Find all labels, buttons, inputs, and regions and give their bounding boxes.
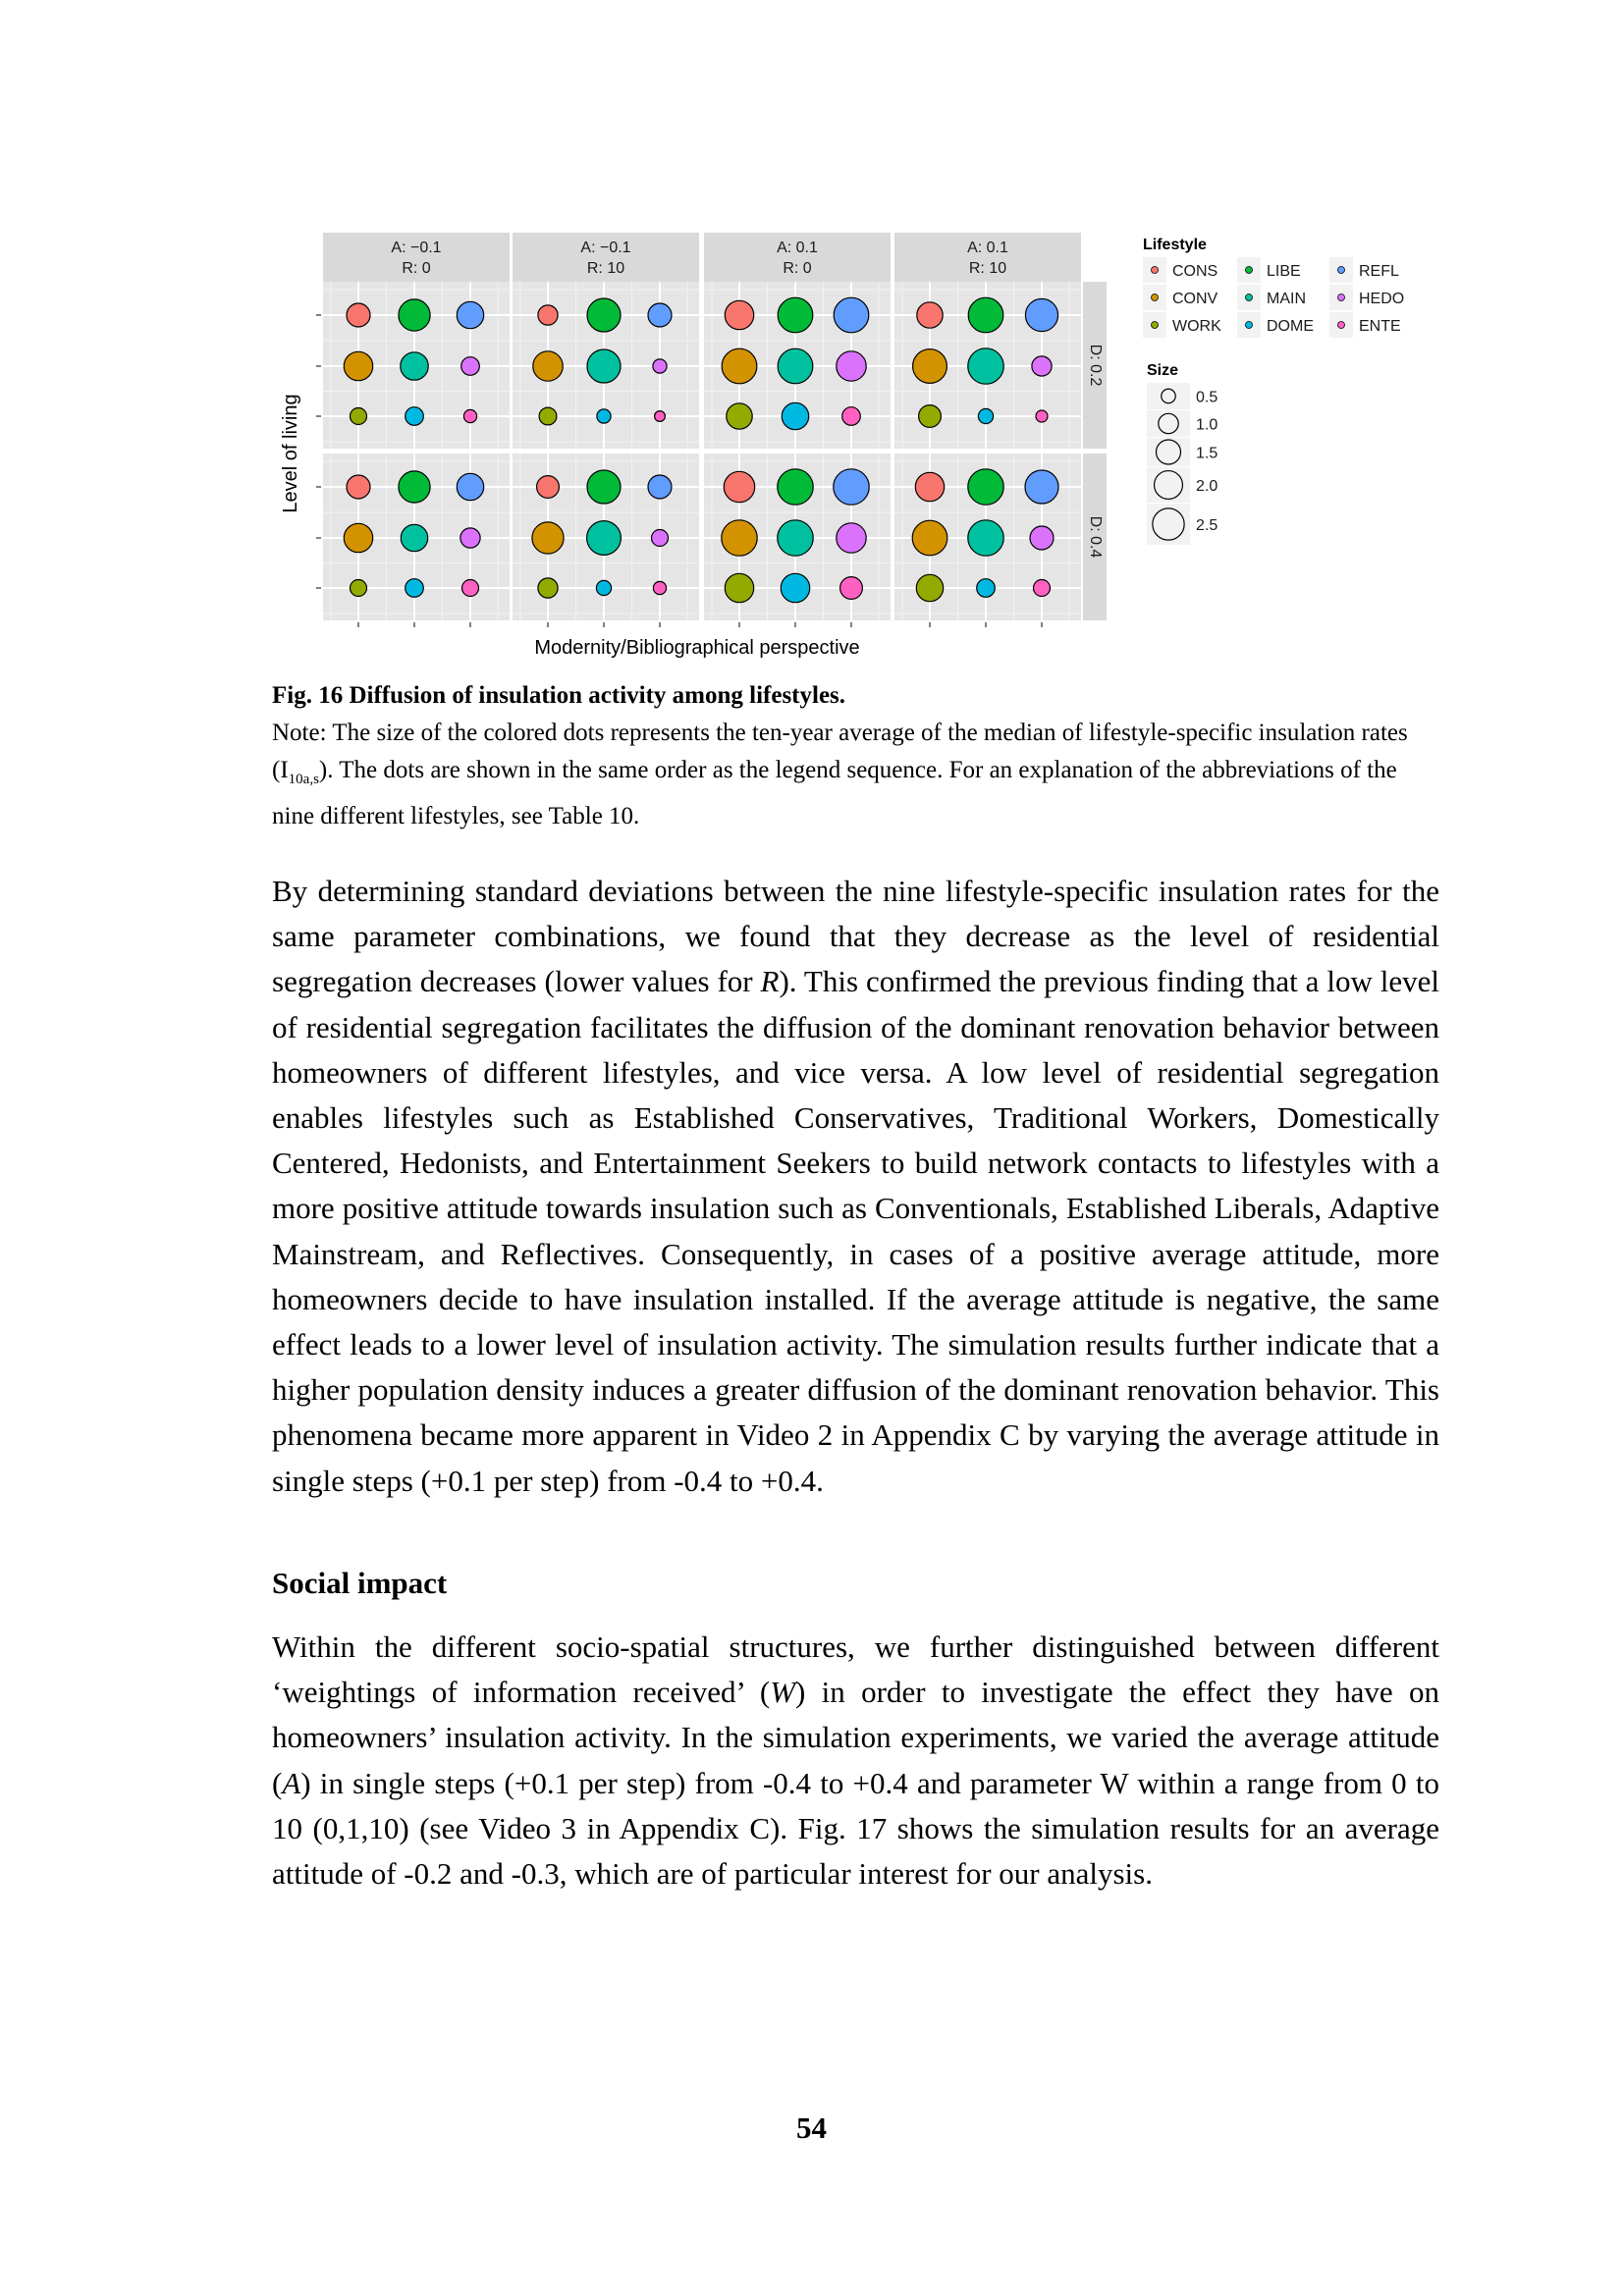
dot-main — [968, 348, 1003, 384]
facet-label-r: R: 0 — [783, 260, 812, 277]
dot-hedo — [837, 351, 866, 381]
legend-label-hedo: HEDO — [1359, 291, 1405, 307]
dot-work — [351, 408, 367, 425]
y-axis-title: Level of living — [280, 394, 301, 513]
dot-hedo — [1030, 526, 1054, 550]
dot-hedo — [461, 357, 480, 376]
legend-label-dome: DOME — [1267, 318, 1314, 335]
facet-label-a: A: 0.1 — [777, 240, 818, 256]
dot-dome — [596, 580, 611, 595]
size-key-label: 1.0 — [1196, 416, 1218, 434]
dot-refl — [1025, 470, 1058, 504]
legend-dot-dome — [1246, 322, 1253, 329]
dot-ente — [1034, 580, 1051, 597]
dot-libe — [587, 470, 621, 504]
legend-label-ente: ENTE — [1359, 318, 1401, 335]
dot-ente — [1036, 410, 1048, 422]
legend-dot-main — [1246, 294, 1253, 301]
dot-hedo — [652, 530, 669, 547]
dot-hedo — [837, 523, 866, 553]
para2-text-b: ) in order to investigate the effect they have on homeowners’ insulation activity. In the simulation experiments, we varied the average attitude ( — [272, 1675, 1439, 1800]
dot-dome — [978, 408, 993, 423]
dot-conv — [722, 348, 757, 384]
dot-hedo — [653, 359, 667, 373]
dot-libe — [587, 298, 621, 332]
dot-cons — [347, 475, 370, 499]
para2-text-a: Within the different socio-spatial structures, we further distinguished between different ‘weightings of information received’ ( — [272, 1629, 1439, 1710]
dot-dome — [597, 409, 611, 423]
dot-cons — [725, 300, 753, 329]
dot-libe — [778, 469, 813, 505]
dot-work — [916, 574, 943, 601]
legend-dot-libe — [1246, 267, 1253, 274]
dot-work — [351, 580, 367, 597]
dot-conv — [912, 520, 947, 556]
body-paragraph-1 — [272, 869, 1439, 1504]
legend-dot-conv — [1152, 294, 1159, 301]
dot-dome — [406, 407, 424, 426]
dot-work — [919, 405, 942, 428]
dot-dome — [782, 402, 808, 429]
dot-ente — [655, 411, 666, 422]
facet-label-r: R: 10 — [968, 260, 1007, 277]
dot-main — [401, 352, 428, 380]
dot-main — [401, 524, 427, 551]
dot-libe — [399, 299, 430, 331]
legend-label-main: MAIN — [1267, 291, 1306, 307]
legend-label-work: WORK — [1172, 318, 1221, 335]
dot-work — [725, 573, 753, 602]
dot-conv — [532, 522, 564, 554]
legend-title-size: Size — [1147, 362, 1179, 379]
caption-note-text-2: ). The dots are shown in the same order as the legend sequence. For an explanation of the abbreviations of the nine different lifestyles, see Table 10. — [272, 757, 1397, 829]
dot-libe — [968, 469, 1003, 505]
dot-ente — [840, 577, 863, 600]
dot-main — [968, 520, 1003, 556]
dot-conv — [344, 523, 372, 552]
size-key-bg — [1147, 504, 1190, 545]
dot-cons — [724, 471, 754, 502]
dot-refl — [648, 303, 672, 327]
size-key-bg — [1147, 467, 1190, 503]
facet-label-d: D: 0.2 — [1086, 344, 1104, 387]
facet-label-a: A: 0.1 — [967, 240, 1008, 256]
para2-text-c: ) in single steps (+0.1 per step) from -0.4 to +0.4 and parameter W within a range from 0 to 10 (0,1,10) (see Video 3 in Appendix C). Fig. 17 shows the simulation results for an average attitude of -0.2 and -0.3, which are of particular interest for our analysis. — [272, 1765, 1439, 1892]
para2-variable-a: A — [282, 1765, 301, 1800]
figure-caption-note — [272, 715, 1440, 835]
dot-work — [539, 407, 557, 425]
para1-variable-r: R — [760, 964, 780, 999]
size-key-bg — [1147, 438, 1190, 466]
dot-main — [587, 521, 622, 556]
caption-note-text-1: Note: The size of the colored dots represents the ten-year average of the median of lifestyle-specific insulation rates (I — [272, 720, 1408, 783]
legend-title-lifestyle: Lifestyle — [1143, 237, 1207, 253]
dot-hedo — [460, 528, 480, 548]
facet-label-a: A: −0.1 — [580, 240, 631, 256]
dot-cons — [917, 302, 943, 328]
size-key-bg — [1147, 383, 1190, 409]
size-key-label: 2.0 — [1196, 478, 1218, 495]
size-key-label: 2.5 — [1196, 517, 1218, 534]
caption-note-subscript: 10a,s — [288, 772, 319, 787]
section-heading-social-impact: Social impact — [272, 1566, 448, 1600]
size-key-bg — [1147, 410, 1190, 437]
dot-ente — [842, 407, 861, 426]
dot-refl — [648, 475, 672, 499]
legend-dot-cons — [1152, 267, 1159, 274]
dot-work — [727, 403, 752, 429]
dot-refl — [834, 297, 869, 333]
legend-dot-ente — [1338, 322, 1345, 329]
dot-cons — [538, 305, 558, 325]
dot-cons — [537, 476, 560, 499]
dot-cons — [915, 472, 944, 501]
facet-label-a: A: −0.1 — [391, 240, 442, 256]
dot-ente — [463, 409, 476, 422]
dot-libe — [399, 471, 430, 503]
dot-refl — [1025, 298, 1057, 331]
dot-conv — [722, 520, 757, 556]
dot-refl — [834, 469, 869, 505]
bubble-chart — [275, 226, 1453, 667]
dot-conv — [344, 351, 372, 380]
para2-variable-w: W — [770, 1675, 796, 1710]
legend-label-conv: CONV — [1172, 291, 1218, 307]
dot-work — [538, 578, 558, 598]
legend-dot-refl — [1338, 267, 1345, 274]
dot-libe — [968, 297, 1003, 333]
page-number: 54 — [796, 2110, 827, 2145]
dot-dome — [406, 579, 424, 598]
para1-text-a: By determining standard deviations between the nine lifestyle-specific insulation rates for the same parameter combinations, we found that they decrease as the level of residential segregation decreases (lower values for — [272, 874, 1439, 999]
legend-label-cons: CONS — [1172, 263, 1218, 280]
size-key-label: 1.5 — [1196, 445, 1218, 462]
dot-cons — [347, 303, 370, 327]
dot-conv — [913, 349, 947, 384]
dot-dome — [781, 573, 809, 602]
x-axis-title: Modernity/Bibliographical perspective — [534, 637, 860, 659]
dot-refl — [457, 301, 483, 328]
dot-refl — [457, 473, 483, 500]
legend-dot-work — [1152, 322, 1159, 329]
dot-ente — [653, 581, 666, 594]
dot-main — [778, 348, 813, 384]
legend-label-libe: LIBE — [1267, 263, 1301, 280]
dot-ente — [462, 580, 479, 597]
para1-text-b: ). This confirmed the previous finding that a low level of residential segregation facilitates the diffusion of the dominant renovation behavior between homeowners of different lifestyles, and vice versa. A low level of residential segregation enables lifestyles such as Established Conservatives, Traditional Workers, Domestically Centered, Hedonists, and Entertainment Seekers to build network contacts to lifestyles with a more positive attitude towards insulation such as Conventionals, Established Liberals, Adaptive Mainstream, and Reflectives. Consequently, in cases of a positive average attitude, more homeowners decide to have insulation installed. If the average attitude is negative, the same effect leads to a lower level of insulation activity. The simulation results further indicate that a higher population density induces a greater diffusion of the dominant renovation behavior. This phenomena became more apparent in Video 2 in Appendix C by varying the average attitude in single steps (+0.1 per step) from -0.4 to +0.4. — [272, 964, 1440, 1498]
figure-caption-title: Fig. 16 Diffusion of insulation activity among lifestyles. — [272, 682, 846, 709]
size-key-label: 0.5 — [1196, 389, 1218, 406]
dot-conv — [533, 351, 563, 381]
facet-label-r: R: 10 — [586, 260, 625, 277]
dot-libe — [778, 297, 813, 333]
legend-dot-hedo — [1338, 294, 1345, 301]
dot-main — [587, 349, 621, 383]
dot-main — [778, 520, 813, 556]
facet-label-r: R: 0 — [402, 260, 431, 277]
dot-dome — [977, 579, 996, 598]
figure-16 — [275, 226, 1453, 667]
legend-label-refl: REFL — [1359, 263, 1399, 280]
facet-label-d: D: 0.4 — [1086, 515, 1104, 559]
dot-hedo — [1032, 356, 1052, 376]
body-paragraph-2 — [272, 1625, 1439, 1896]
